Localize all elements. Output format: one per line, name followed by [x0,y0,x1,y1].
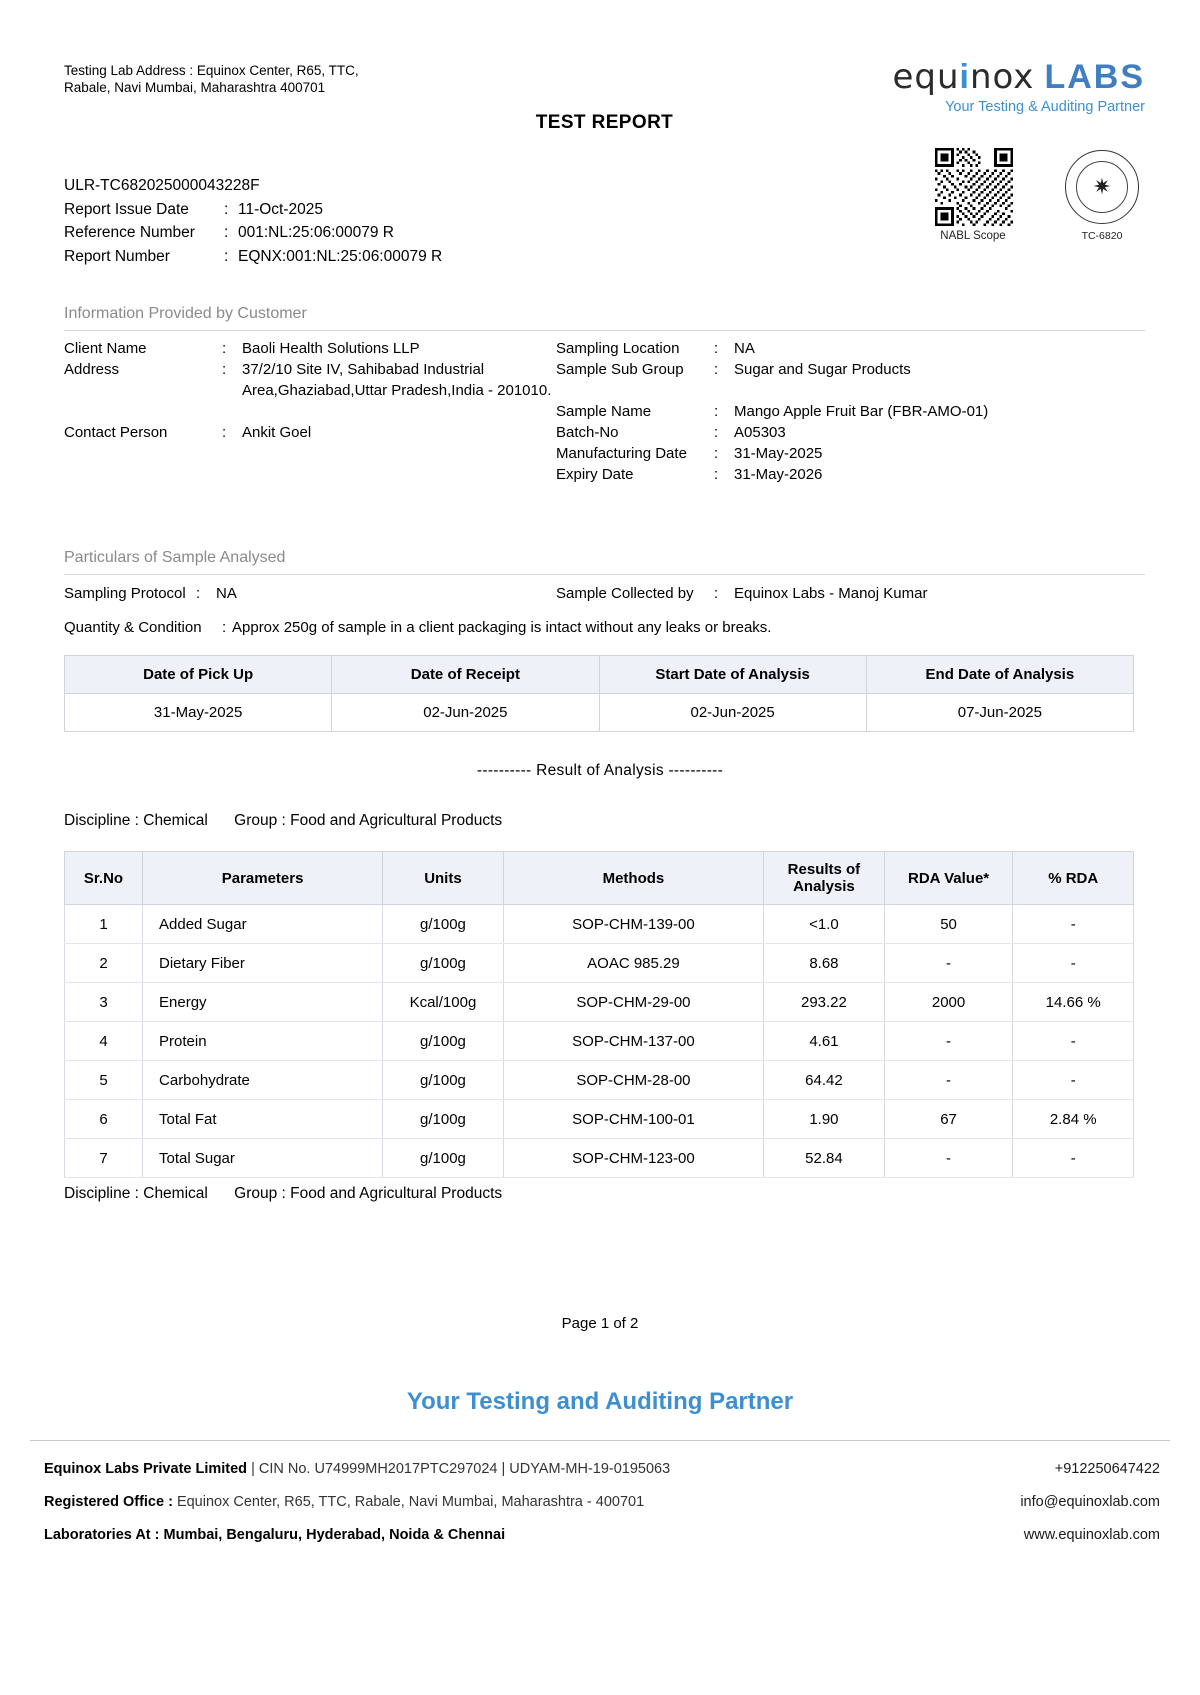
sample-dates-table [64,655,1134,732]
cell-rda-value: - [884,944,1013,983]
manufacturing-date-label: Manufacturing Date [556,445,687,462]
colon: : [224,247,229,265]
section-header-information: Information Provided by Customer [64,305,1145,331]
address-row [64,359,564,401]
qr-code-icon [935,148,1013,226]
result-of-analysis-divider: ---------- Result of Analysis ---------- [476,762,724,779]
table-row [65,1100,1134,1139]
cell-parameter: Total Fat [143,1100,383,1139]
footer-laboratories: Laboratories At : Mumbai, Bengaluru, Hyderabad, Noida & Chennai [44,1527,506,1543]
footer-company-registration: | CIN No. U74999MH2017PTC297024 | UDYAM-MH-19-0195063 [247,1461,671,1477]
qr-code-caption: NABL Scope [940,230,1006,242]
seal-star-icon: ✷ [1076,161,1128,213]
sampling-location-row [556,338,1066,359]
table-row [65,983,1134,1022]
document-header [64,57,1145,152]
cell-percent-rda: 2.84 % [1013,1100,1134,1139]
particulars-of-sample [64,583,1145,605]
col-sr-no: Sr.No [65,852,143,905]
cell-rda-value: 2000 [884,983,1013,1022]
logo-text-part2: nox [970,57,1035,97]
cell-rda-value: 50 [884,905,1013,944]
cell-method: SOP-CHM-29-00 [503,983,763,1022]
sample-name-value: Mango Apple Fruit Bar (FBR-AMO-01) [734,403,989,420]
report-number-label: Report Number [64,247,170,265]
table-row [65,1061,1134,1100]
cell-units: g/100g [383,1139,504,1178]
col-percent-rda: % RDA [1013,852,1134,905]
table-row [65,1139,1134,1178]
batch-no-label: Batch-No [556,424,619,441]
analysis-results-table [64,851,1134,1178]
sampling-location-value: NA [734,340,755,357]
colon: : [222,619,227,636]
colon: : [714,585,719,602]
cell-units: Kcal/100g [383,983,504,1022]
cell-sr-no: 1 [65,905,143,944]
cell-percent-rda: - [1013,1061,1134,1100]
footer-registered-office-label: Registered Office : [44,1494,173,1510]
client-name-row [64,338,564,359]
footer-row-laboratories [30,1519,1170,1552]
footer-row-office [30,1486,1170,1519]
cell-result: 52.84 [764,1139,885,1178]
cell-parameter: Dietary Fiber [143,944,383,983]
cell-units: g/100g [383,1061,504,1100]
client-name-label: Client Name [64,340,147,357]
reference-number-row [64,221,442,245]
sample-collected-by-row [556,583,927,604]
cell-percent-rda: - [1013,944,1134,983]
discipline-group-header-top [64,812,502,830]
spacer [556,380,1066,401]
manufacturing-date-value: 31-May-2025 [734,445,823,462]
sampling-protocol-row [64,583,237,604]
nabl-accreditation-seal-icon [1065,150,1139,224]
col-start-date-of-analysis: Start Date of Analysis [599,656,866,694]
footer-phone[interactable]: +912250647422 [1054,1461,1160,1477]
logo-text-bar: i [959,58,970,96]
reference-number-label: Reference Number [64,224,195,241]
manufacturing-date-row [556,443,1066,464]
expiry-date-row [556,464,1066,485]
cell-parameter: Carbohydrate [143,1061,383,1100]
col-parameters: Parameters [143,852,383,905]
sample-sub-group-label: Sample Sub Group [556,361,684,378]
col-results-of-analysis: Results of Analysis [764,852,885,905]
cell-rda-value: - [884,1139,1013,1178]
footer-company-block [44,1453,670,1486]
colon: : [714,445,719,462]
table-row [65,944,1134,983]
discipline-label-bottom: Discipline : Chemical [64,1185,208,1202]
table-row [65,694,1134,732]
cell-sr-no: 3 [65,983,143,1022]
cell-percent-rda: - [1013,905,1134,944]
value-date-of-receipt: 02-Jun-2025 [332,694,599,732]
contact-person-label: Contact Person [64,424,168,441]
sampling-location-label: Sampling Location [556,340,680,357]
customer-info-right-column [556,338,1066,485]
cell-units: g/100g [383,944,504,983]
footer-tagline: Your Testing and Auditing Partner [406,1388,794,1415]
quantity-condition-value: Approx 250g of sample in a client packaging is intact without any leaks or breaks. [232,619,772,636]
table-row [65,1022,1134,1061]
discipline-group-header-bottom [64,1185,502,1203]
sampling-protocol-value: NA [216,585,237,602]
lab-address: Testing Lab Address : Equinox Center, R65, TTC, Rabale, Navi Mumbai, Maharashtra 400701 [64,63,359,95]
colon: : [714,340,719,357]
logo-text-labs: LABS [1044,58,1145,96]
cell-sr-no: 7 [65,1139,143,1178]
col-units: Units [383,852,504,905]
cell-parameter: Protein [143,1022,383,1061]
colon: : [714,424,719,441]
customer-info-left-column [64,338,564,443]
sample-sub-group-row [556,359,1066,380]
cell-units: g/100g [383,1100,504,1139]
sample-collected-by-value: Equinox Labs - Manoj Kumar [734,585,928,602]
quantity-condition-label: Quantity & Condition [64,619,202,636]
address-value: 37/2/10 Site IV, Sahibabad Industrial Area,Ghaziabad,Uttar Pradesh,India - 201010. [242,361,552,399]
ulr-number: ULR-TC682025000043228F [64,177,260,194]
cell-result: 64.42 [764,1061,885,1100]
contact-person-row [64,422,564,443]
document-footer [30,1440,1170,1552]
cell-rda-value: - [884,1022,1013,1061]
cell-method: AOAC 985.29 [503,944,763,983]
cell-percent-rda: - [1013,1139,1134,1178]
cell-result: <1.0 [764,905,885,944]
certification-marks [885,148,1145,263]
cell-sr-no: 6 [65,1100,143,1139]
cell-rda-value: 67 [884,1100,1013,1139]
table-header-row [65,656,1134,694]
col-methods: Methods [503,852,763,905]
footer-registered-office-value: Equinox Center, R65, TTC, Rabale, Navi Mumbai, Maharashtra - 400701 [172,1494,645,1510]
page-title: TEST REPORT [535,112,674,133]
footer-company-name: Equinox Labs Private Limited [44,1461,248,1477]
value-date-of-pickup: 31-May-2025 [65,694,332,732]
section-header-particulars: Particulars of Sample Analysed [64,549,1145,575]
report-identification [64,174,442,268]
cell-result: 8.68 [764,944,885,983]
cell-parameter: Total Sugar [143,1139,383,1178]
quantity-condition-row [64,619,771,636]
cell-parameter: Added Sugar [143,905,383,944]
cell-sr-no: 5 [65,1061,143,1100]
col-date-of-receipt: Date of Receipt [332,656,599,694]
sample-name-label: Sample Name [556,403,652,420]
col-rda-value: RDA Value* [884,852,1013,905]
logo-wordmark [845,58,1145,96]
cell-method: SOP-CHM-139-00 [503,905,763,944]
cell-result: 293.22 [764,983,885,1022]
footer-email[interactable]: info@equinoxlab.com [1020,1494,1160,1510]
spacer [64,401,564,422]
report-issue-date-row [64,198,442,222]
expiry-date-value: 31-May-2026 [734,466,823,483]
reference-number-value: 001:NL:25:06:00079 R [238,224,394,241]
cell-sr-no: 4 [65,1022,143,1061]
batch-no-value: A05303 [734,424,786,441]
colon: : [224,224,229,241]
colon: : [714,361,719,378]
client-name-value: Baoli Health Solutions LLP [242,340,420,357]
footer-row-company [30,1453,1170,1486]
cell-result: 4.61 [764,1022,885,1061]
discipline-label-top: Discipline : Chemical [64,812,208,829]
cell-method: SOP-CHM-28-00 [503,1061,763,1100]
report-number-value: EQNX:001:NL:25:06:00079 R [238,247,443,265]
contact-person-value: Ankit Goel [242,424,312,441]
report-issue-date-value: 11-Oct-2025 [238,200,324,218]
value-start-date-of-analysis: 02-Jun-2025 [599,694,866,732]
colon: : [714,403,719,420]
expiry-date-label: Expiry Date [556,466,634,483]
address-label: Address [64,361,120,378]
sample-sub-group-value: Sugar and Sugar Products [734,361,911,378]
particulars-row [64,583,1145,605]
col-end-date-of-analysis: End Date of Analysis [866,656,1133,694]
cell-units: g/100g [383,1022,504,1061]
group-label-top: Group : Food and Agricultural Products [234,812,503,829]
cell-result: 1.90 [764,1100,885,1139]
footer-website[interactable]: www.equinoxlab.com [1023,1527,1160,1543]
seal-caption: TC-6820 [1081,230,1123,242]
batch-no-row [556,422,1066,443]
footer-registered-office-block [44,1486,644,1519]
colon: : [196,585,201,602]
report-number-row [64,245,442,269]
colon: : [222,340,227,357]
logo-tagline: Your Testing & Auditing Partner [945,99,1145,115]
col-date-of-pickup: Date of Pick Up [65,656,332,694]
group-label-bottom: Group : Food and Agricultural Products [234,1185,503,1202]
colon: : [222,424,227,441]
cell-percent-rda: 14.66 % [1013,983,1134,1022]
colon: : [224,200,229,218]
colon: : [714,466,719,483]
sample-collected-by-label: Sample Collected by [556,585,694,602]
table-header-row [65,852,1134,905]
equinox-logo [845,58,1145,115]
cell-method: SOP-CHM-100-01 [503,1100,763,1139]
cell-sr-no: 2 [65,944,143,983]
value-end-date-of-analysis: 07-Jun-2025 [866,694,1133,732]
colon: : [222,361,227,378]
sample-name-row [556,401,1066,422]
cell-rda-value: - [884,1061,1013,1100]
cell-method: SOP-CHM-123-00 [503,1139,763,1178]
cell-percent-rda: - [1013,1022,1134,1061]
sampling-protocol-label: Sampling Protocol [64,585,186,602]
cell-parameter: Energy [143,983,383,1022]
cell-method: SOP-CHM-137-00 [503,1022,763,1061]
report-issue-date-label: Report Issue Date [64,200,189,218]
page-number: Page 1 of 2 [561,1315,639,1332]
logo-text-part1: equ [892,57,960,97]
table-row [65,905,1134,944]
cell-units: g/100g [383,905,504,944]
